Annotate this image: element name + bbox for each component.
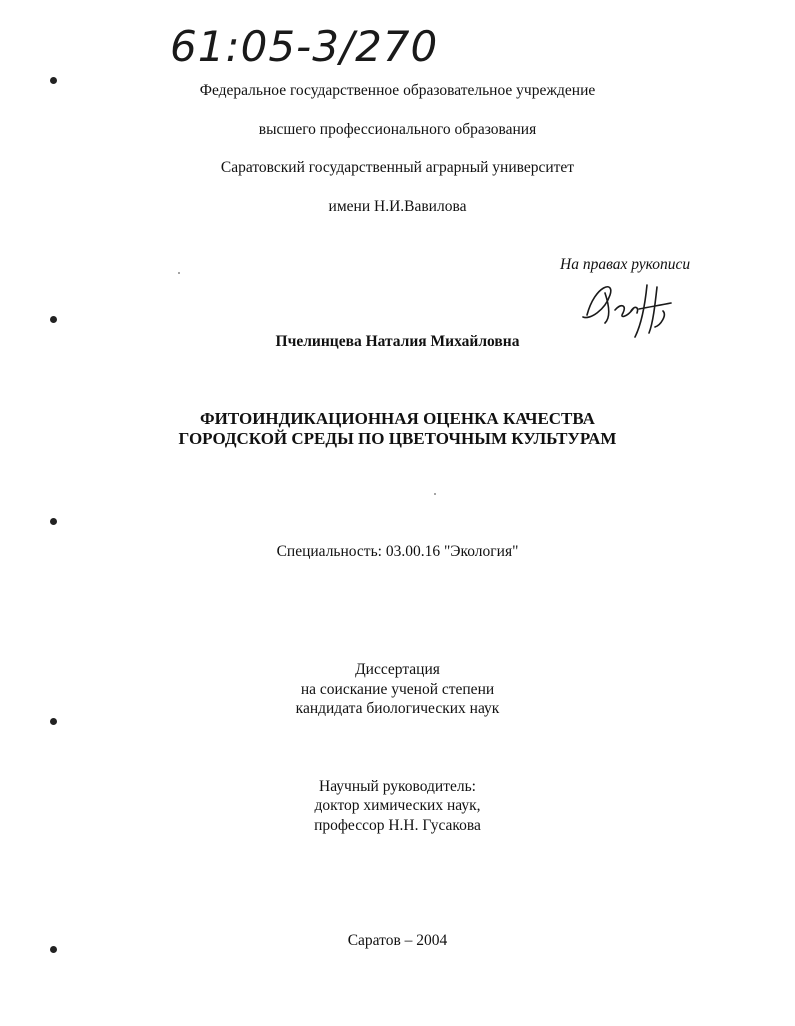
margin-dot [50, 718, 57, 725]
institution-line-3: Саратовский государственный аграрный университет [220, 159, 575, 176]
degree-line-1: Диссертация [355, 661, 440, 678]
scan-speck [434, 493, 436, 495]
supervisor-line-1: Научный руководитель: [319, 778, 476, 795]
specialty: Специальность: 03.00.16 "Экология" [276, 543, 519, 560]
institution-line-2: высшего профессионального образования [258, 121, 537, 138]
author-name: Пчелинцева Наталия Михайловна [275, 333, 520, 350]
degree-line-2: на соискание ученой степени [300, 681, 495, 698]
title-line-2: ГОРОДСКОЙ СРЕДЫ ПО ЦВЕТОЧНЫМ КУЛЬТУРАМ [178, 429, 617, 448]
institution-line-1: Федеральное государственное образовательное учреждение [199, 82, 596, 99]
footer-city-year: Саратов – 2004 [347, 932, 448, 949]
supervisor-line-3: профессор Н.Н. Гусакова [314, 817, 481, 834]
title-line-1: ФИТОИНДИКАЦИОННАЯ ОЦЕНКА КАЧЕСТВА [200, 409, 595, 428]
scan-speck [178, 272, 180, 274]
institution-line-4: имени Н.И.Вавилова [328, 198, 467, 215]
degree-line-3: кандидата биологических наук [295, 700, 500, 717]
margin-dot [50, 316, 57, 323]
manuscript-rights-note: На правах рукописи [560, 256, 691, 273]
margin-dot [50, 518, 57, 525]
supervisor-line-2: доктор химических наук, [314, 797, 481, 814]
archive-number-handwritten: 61:05-3/270 [170, 22, 439, 71]
